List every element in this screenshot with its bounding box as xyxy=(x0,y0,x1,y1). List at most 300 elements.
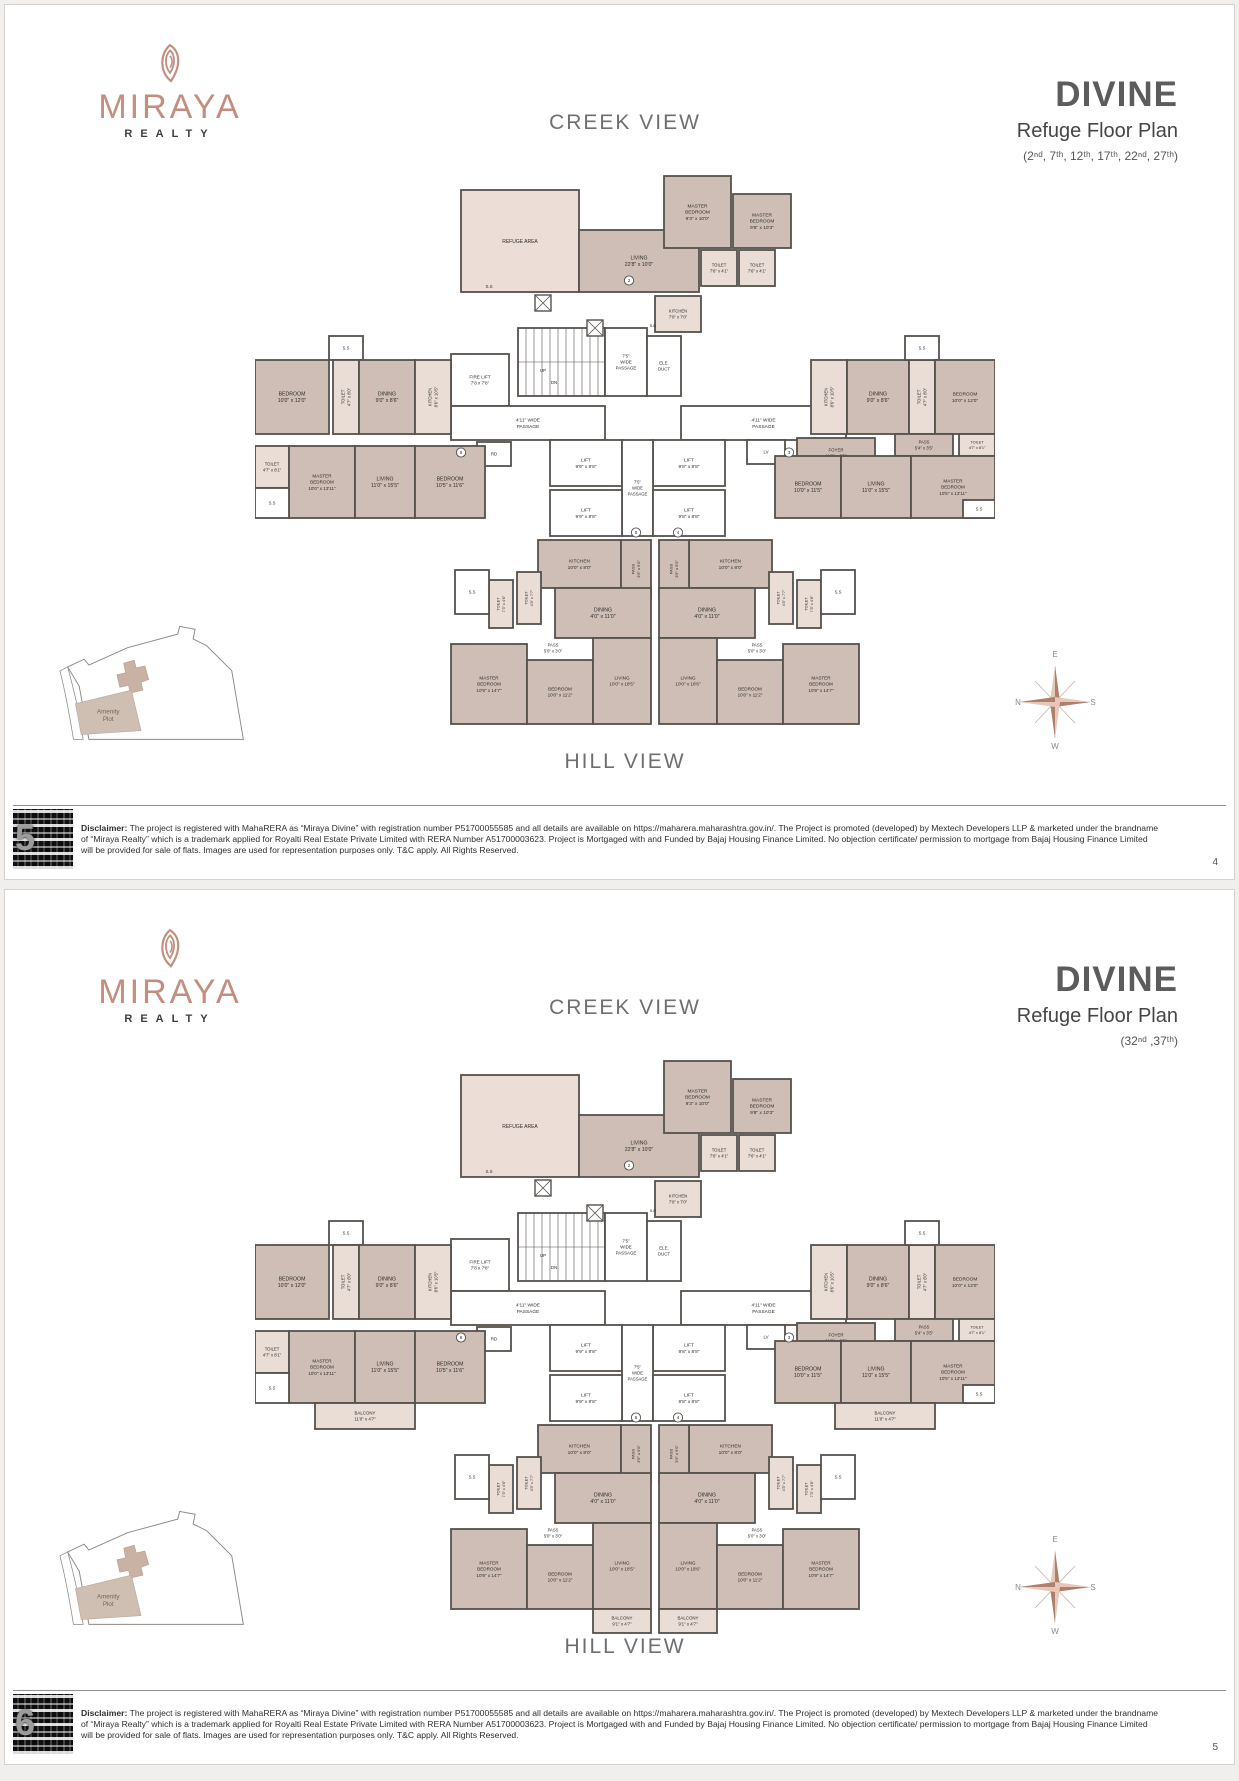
compass-w: W xyxy=(1051,742,1059,751)
svg-text:5: 5 xyxy=(634,530,638,536)
svg-text:BEDROOM10'0" x 11'5": BEDROOM 10'0" x 11'5" xyxy=(793,481,823,495)
svg-text:KITCHEN10'0" x 8'0": KITCHEN 10'0" x 8'0" xyxy=(567,559,592,571)
qr-number: 6 xyxy=(15,1702,36,1743)
svg-text:S.S: S.S xyxy=(485,284,493,289)
svg-text:MASTERBEDROOM10'9" x 14'7": MASTER BEDROOM 10'9" x 14'7" xyxy=(476,1560,502,1578)
svg-text:TOILET7'6" x 4'1": TOILET 7'6" x 4'1" xyxy=(709,262,729,274)
svg-text:2: 2 xyxy=(627,278,631,284)
room-lift-3 xyxy=(550,490,622,536)
svg-text:S.S: S.S xyxy=(834,589,842,595)
svg-text:S.S: S.S xyxy=(268,500,276,506)
room-bedroom-bottom-right xyxy=(717,660,783,724)
svg-text:MASTERBEDROOM9'8" x 10'3": MASTER BEDROOM 9'8" x 10'3" xyxy=(749,1098,775,1117)
svg-text:BEDROOM10'0" x 12'0": BEDROOM 10'0" x 12'0" xyxy=(951,1277,979,1289)
room-kitchen-bottom-left xyxy=(538,1425,621,1473)
room-ss-right-1 xyxy=(905,336,939,360)
svg-text:LIFT9'9" x 8'8": LIFT 9'9" x 8'8" xyxy=(575,1393,597,1405)
svg-text:DN: DN xyxy=(550,1265,558,1270)
compass-s: S xyxy=(1090,698,1096,707)
svg-text:LIVING10'0" x 18'6": LIVING 10'0" x 18'6" xyxy=(675,1560,701,1572)
brand-name: MIRAYA xyxy=(98,973,242,1011)
footer-divider xyxy=(13,1690,1226,1691)
room-pass-right xyxy=(895,434,953,456)
room-kitchen-right xyxy=(811,360,847,434)
plan-label xyxy=(784,448,793,457)
plan-label xyxy=(784,1333,793,1342)
svg-text:KITCHEN7'0" x 7'0": KITCHEN 7'0" x 7'0" xyxy=(668,308,688,320)
svg-text:BEDROOM10'0" x 11'5": BEDROOM 10'0" x 11'5" xyxy=(793,1366,823,1380)
svg-text:MASTERBEDROOM10'9" x 14'7": MASTER BEDROOM 10'9" x 14'7" xyxy=(808,675,834,693)
room-bedroom-left-1 xyxy=(255,1245,329,1319)
compass-s: S xyxy=(1090,1583,1096,1592)
page-title: DIVINE xyxy=(1055,75,1178,114)
room-refuge-area xyxy=(461,190,579,292)
room-toilet-right-1 xyxy=(909,1245,935,1319)
svg-text:TOILET4'7" x 8'0": TOILET4'7" x 8'0" xyxy=(340,387,352,407)
plan-label xyxy=(456,1333,465,1342)
room-bedroom-left-2 xyxy=(415,446,485,518)
compass-e: E xyxy=(1052,650,1058,659)
svg-text:KITCHEN10'0" x 8'0": KITCHEN 10'0" x 8'0" xyxy=(718,559,743,571)
plan-label xyxy=(551,1265,557,1270)
qr-number: 5 xyxy=(15,817,36,858)
svg-text:3: 3 xyxy=(787,1335,791,1341)
svg-text:ELE.DUCT: ELE. DUCT xyxy=(657,1245,671,1257)
compass-rose xyxy=(1013,1532,1097,1636)
svg-text:S.D: S.D xyxy=(649,1208,657,1213)
svg-text:S.S: S.S xyxy=(975,1391,983,1397)
disclaimer-line-3: will be provided for sale of flats. Images are used for representation purposes only. T&C apply. All Rights Reserved. xyxy=(81,845,519,855)
room-bedroom-bottom-left xyxy=(527,1545,593,1609)
svg-text:TOILET4'3" x 7'7": TOILET4'3" x 7'7" xyxy=(776,1474,787,1492)
svg-text:4'11" WIDEPASSAGE: 4'11" WIDE PASSAGE xyxy=(751,1303,776,1315)
svg-text:LIFT9'9" x 8'8": LIFT 9'9" x 8'8" xyxy=(575,458,597,470)
room-dining-right xyxy=(847,360,909,434)
room-master-bedroom-top-1 xyxy=(664,1061,731,1133)
room-bedroom-right-1 xyxy=(935,1245,995,1319)
room-kitchen-center xyxy=(655,296,701,332)
room-toilet-bottom-right-1 xyxy=(769,1457,793,1509)
brand-logo xyxy=(75,43,265,140)
svg-text:3: 3 xyxy=(787,450,791,456)
room-lift-4 xyxy=(653,1375,725,1421)
room-dining-bottom-left xyxy=(555,588,651,638)
compass-e: E xyxy=(1052,1535,1058,1544)
svg-text:TOILET7'3" x 4'6": TOILET7'3" x 4'6" xyxy=(804,595,815,613)
svg-text:UP: UP xyxy=(539,1253,547,1258)
room-passage-core-top xyxy=(605,328,647,396)
room-dining-bottom-left xyxy=(555,1473,651,1523)
creek-view-label: CREEK VIEW xyxy=(549,111,701,134)
room-passage-core-mid xyxy=(622,1325,653,1421)
page-subtitle: Refuge Floor Plan xyxy=(1016,1005,1178,1027)
svg-text:MASTERBEDROOM10'0" x 13'11": MASTER BEDROOM 10'0" x 13'11" xyxy=(308,1358,336,1376)
room-toilet-left-1 xyxy=(333,1245,359,1319)
svg-text:PASS5'0" x 3'0": PASS 5'0" x 3'0" xyxy=(543,642,563,654)
svg-text:FIRE LIFT7'8 x 7'8": FIRE LIFT 7'8 x 7'8" xyxy=(469,1259,491,1271)
room-toilet-bottom-right-2 xyxy=(797,1465,821,1513)
svg-text:LIFT9'9" x 8'8": LIFT 9'9" x 8'8" xyxy=(575,508,597,520)
svg-text:TOILET4'7" x 8'1": TOILET 4'7" x 8'1" xyxy=(262,1346,282,1358)
room-toilet-bottom-left-2 xyxy=(489,1465,513,1513)
room-pass-right xyxy=(895,1319,953,1341)
shaft-xbox xyxy=(587,1205,603,1221)
svg-text:4: 4 xyxy=(676,530,680,536)
svg-text:LV: LV xyxy=(763,1334,769,1340)
room-fire-lift xyxy=(451,1239,509,1291)
room-kitchen-bottom-left xyxy=(538,540,621,588)
svg-text:TOILET7'3" x 4'6": TOILET7'3" x 4'6" xyxy=(496,1480,507,1498)
room-lift-3 xyxy=(550,1375,622,1421)
shaft-xbox xyxy=(535,295,551,311)
room-living-bottom-right xyxy=(659,638,717,724)
svg-text:DINING4'0" x 11'0": DINING 4'0" x 11'0" xyxy=(590,1492,616,1506)
svg-text:PASS3'5" x 9'0": PASS3'5" x 9'0" xyxy=(668,560,680,578)
svg-text:DINING4'0" x 11'0": DINING 4'0" x 11'0" xyxy=(694,607,720,621)
site-map xyxy=(31,557,253,747)
room-ele-duct xyxy=(647,1221,681,1281)
svg-text:REFUGE AREA: REFUGE AREA xyxy=(502,238,538,245)
compass-n: N xyxy=(1015,698,1021,707)
svg-text:DINING4'0" x 11'0": DINING 4'0" x 11'0" xyxy=(694,1492,720,1506)
room-balcony-left xyxy=(315,1403,415,1429)
room-toilet-top-2 xyxy=(739,1135,775,1171)
room-passage-left xyxy=(451,406,605,440)
svg-text:DINING9'0" x 8'6": DINING 9'0" x 8'6" xyxy=(866,1276,890,1290)
svg-text:MASTERBEDROOM9'8" x 10'3": MASTER BEDROOM 9'8" x 10'3" xyxy=(749,213,775,232)
room-lift-1 xyxy=(550,440,622,486)
room-living-bottom-left xyxy=(593,1523,651,1609)
room-bedroom-left-2 xyxy=(415,1331,485,1403)
room-lift-1 xyxy=(550,1325,622,1371)
room-toilet-left-2 xyxy=(255,446,289,488)
amenity-label-2: Plot xyxy=(102,716,114,724)
room-kitchen-bottom-right xyxy=(689,540,772,588)
plan-label xyxy=(673,1413,682,1422)
room-dining-left xyxy=(359,1245,415,1319)
page-subtitle: Refuge Floor Plan xyxy=(1016,120,1178,142)
svg-text:LIVING22'8" x 10'0": LIVING 22'8" x 10'0" xyxy=(624,1140,654,1154)
svg-text:BEDROOM10'0" x 12'0": BEDROOM 10'0" x 12'0" xyxy=(277,1276,307,1290)
plan-label xyxy=(650,323,657,328)
room-toilet-right-1 xyxy=(909,360,935,434)
amenity-label-1: Amenity xyxy=(96,708,120,716)
room-passage-core-top xyxy=(605,1213,647,1281)
svg-text:KITCHEN8'6" x 10'5": KITCHEN8'6" x 10'5" xyxy=(823,386,835,408)
disclaimer-line-1: The project is registered with MahaRERA as “Miraya Divine” with registration number P51700055585 and all details are available on https://maharera.maharashtra.gov.in/. The Project is promoted (developed) by Mextech Developers LLP & marketed under the brandname xyxy=(129,823,1159,833)
room-master-bedroom-bottom-right xyxy=(783,644,859,724)
room-toilet-top-1 xyxy=(701,1135,737,1171)
room-refuge-area xyxy=(461,1075,579,1177)
svg-text:S.S: S.S xyxy=(834,1474,842,1480)
svg-text:TOILET4'3" x 7'7": TOILET4'3" x 7'7" xyxy=(524,589,535,607)
room-kitchen-bottom-right xyxy=(689,1425,772,1473)
svg-text:4'11" WIDEPASSAGE: 4'11" WIDE PASSAGE xyxy=(751,418,776,430)
svg-text:FIRE LIFT7'8 x 7'8": FIRE LIFT 7'8 x 7'8" xyxy=(469,374,491,386)
room-master-bedroom-top-2 xyxy=(733,194,791,248)
svg-text:KITCHEN10'0" x 8'0": KITCHEN 10'0" x 8'0" xyxy=(567,1444,592,1456)
svg-text:PASS5'4" x 3'5": PASS 5'4" x 3'5" xyxy=(914,439,934,451)
room-balcony-bottom-left xyxy=(593,1609,651,1633)
svg-text:PASS5'4" x 3'5": PASS 5'4" x 3'5" xyxy=(914,1324,934,1336)
svg-text:BEDROOM10'0" x 12'0": BEDROOM 10'0" x 12'0" xyxy=(277,391,307,405)
floors-list: (32ⁿᵈ ,37ᵗʰ) xyxy=(1120,1034,1178,1048)
svg-text:KITCHEN7'0" x 7'0": KITCHEN 7'0" x 7'0" xyxy=(668,1193,688,1205)
hill-view-label: HILL VIEW xyxy=(564,1635,686,1658)
room-bedroom-left-1 xyxy=(255,360,329,434)
svg-text:BALCONY11'0" x 4'7": BALCONY 11'0" x 4'7" xyxy=(354,1410,376,1422)
plan-label xyxy=(540,1253,546,1258)
title-block xyxy=(1017,75,1178,163)
room-living-left xyxy=(355,1331,415,1403)
svg-text:S.S: S.S xyxy=(918,345,926,351)
hill-view-label: HILL VIEW xyxy=(564,750,686,773)
room-ss-bottom-right xyxy=(821,570,855,614)
svg-text:LIFT9'9" x 8'8": LIFT 9'9" x 8'8" xyxy=(575,1343,597,1355)
room-ss-bottom-left xyxy=(455,1455,489,1499)
svg-text:BEDROOM10'0" x 11'2": BEDROOM 10'0" x 11'2" xyxy=(547,1571,573,1583)
room-toilet-top-2 xyxy=(739,250,775,286)
plan-label xyxy=(540,368,546,373)
page-1 xyxy=(4,4,1235,880)
svg-text:S.S: S.S xyxy=(342,345,350,351)
room-bedroom-right-1 xyxy=(935,360,995,434)
room-master-bedroom-bottom-left xyxy=(451,644,527,724)
svg-text:BEDROOM10'0" x 11'2": BEDROOM 10'0" x 11'2" xyxy=(737,686,763,698)
room-dining-bottom-right xyxy=(659,588,755,638)
room-ss-bottom-left xyxy=(455,570,489,614)
svg-text:MASTERBEDROOM10'9" x 14'7": MASTER BEDROOM 10'9" x 14'7" xyxy=(808,1560,834,1578)
compass-rose xyxy=(1013,647,1097,751)
leaf-icon xyxy=(152,928,188,970)
svg-text:BEDROOM10'5" x 11'6": BEDROOM 10'5" x 11'6" xyxy=(435,476,465,490)
plan-label xyxy=(456,448,465,457)
room-bedroom-bottom-right xyxy=(717,1545,783,1609)
disclaimer-line-3: will be provided for sale of flats. Images are used for representation purposes only. T&C apply. All Rights Reserved. xyxy=(81,1730,519,1740)
room-dining-bottom-right xyxy=(659,1473,755,1523)
svg-text:BEDROOM10'5" x 11'6": BEDROOM 10'5" x 11'6" xyxy=(435,1361,465,1375)
plan-label xyxy=(485,1169,492,1174)
room-ss-left-1 xyxy=(329,336,363,360)
room-master-bedroom-bottom-right xyxy=(783,1529,859,1609)
brand-sub: REALTY xyxy=(124,128,216,140)
svg-text:BALCONY11'0" x 4'7": BALCONY 11'0" x 4'7" xyxy=(874,1410,896,1422)
compass-w: W xyxy=(1051,1627,1059,1636)
svg-text:TOILET4'7" x 8'1": TOILET 4'7" x 8'1" xyxy=(968,440,986,451)
svg-text:TOILET4'7" x 8'1": TOILET 4'7" x 8'1" xyxy=(262,461,282,473)
svg-text:FOYER11'0" x 3'5": FOYER xyxy=(828,1332,844,1338)
svg-text:MASTERBEDROOM10'5" x 13'11": MASTER BEDROOM 10'5" x 13'11" xyxy=(939,1363,967,1381)
room-master-bedroom-top-1 xyxy=(664,176,731,248)
svg-text:RD: RD xyxy=(490,1336,498,1342)
svg-text:DINING9'0" x 8'6": DINING 9'0" x 8'6" xyxy=(866,391,890,405)
qr-code xyxy=(13,1694,73,1754)
room-living-bottom-right xyxy=(659,1523,717,1609)
svg-text:TOILET7'6" x 4'1": TOILET 7'6" x 4'1" xyxy=(747,1147,767,1159)
svg-text:S.S: S.S xyxy=(342,1230,350,1236)
svg-text:PASS3'5" x 9'0": PASS3'5" x 9'0" xyxy=(630,1445,642,1463)
amenity-label-1: Amenity xyxy=(96,1593,120,1601)
page-2 xyxy=(4,889,1235,1765)
room-toilet-bottom-right-1 xyxy=(769,572,793,624)
svg-text:FOYER11'0" x 3'5": FOYER xyxy=(828,447,844,453)
plan-label xyxy=(485,284,492,289)
svg-text:PASS5'0" x 3'0": PASS 5'0" x 3'0" xyxy=(747,1527,767,1539)
room-living-bottom-left xyxy=(593,638,651,724)
svg-text:6: 6 xyxy=(459,450,463,456)
svg-text:DINING9'0" x 8'6": DINING 9'0" x 8'6" xyxy=(375,1276,399,1290)
svg-text:TOILET4'3" x 7'7": TOILET4'3" x 7'7" xyxy=(776,589,787,607)
svg-text:TOILET7'3" x 4'6": TOILET7'3" x 4'6" xyxy=(804,1480,815,1498)
room-bedroom-right-2 xyxy=(775,1341,841,1403)
room-ele-duct xyxy=(647,336,681,396)
svg-text:TOILET7'6" x 4'1": TOILET 7'6" x 4'1" xyxy=(709,1147,729,1159)
svg-text:7'5"WIDEPASSAGE: 7'5" WIDE PASSAGE xyxy=(627,1364,648,1382)
svg-text:MASTERBEDROOM10'0" x 13'11": MASTER BEDROOM 10'0" x 13'11" xyxy=(308,473,336,491)
brand-logo xyxy=(75,928,265,1025)
room-balcony-right xyxy=(835,1403,935,1429)
disclaimer-line-1: The project is registered with MahaRERA as “Miraya Divine” with registration number P51700055585 and all details are available on https://maharera.maharashtra.gov.in/. The Project is promoted (developed) by Mextech Developers LLP & marketed under the brandname xyxy=(129,1708,1159,1718)
room-kitchen-left xyxy=(415,1245,451,1319)
svg-text:2: 2 xyxy=(627,1163,631,1169)
svg-text:REFUGE AREA: REFUGE AREA xyxy=(502,1123,538,1130)
room-balcony-bottom-right xyxy=(659,1609,717,1633)
page-title: DIVINE xyxy=(1055,960,1178,999)
svg-text:LIVING22'8" x 10'0": LIVING 22'8" x 10'0" xyxy=(624,255,654,269)
svg-text:LIVING10'0" x 18'6": LIVING 10'0" x 18'6" xyxy=(675,675,701,687)
room-toilet-right-2 xyxy=(959,434,995,456)
room-passage-left xyxy=(451,1291,605,1325)
room-pass-bottom-right-2 xyxy=(748,1528,767,1539)
svg-text:5: 5 xyxy=(634,1415,638,1421)
svg-text:BEDROOM10'0" x 12'0": BEDROOM 10'0" x 12'0" xyxy=(951,392,979,404)
title-block xyxy=(1017,960,1178,1048)
svg-text:S.S: S.S xyxy=(268,1385,276,1391)
room-bedroom-bottom-left xyxy=(527,660,593,724)
svg-text:LIVING11'0" x 15'5": LIVING 11'0" x 15'5" xyxy=(861,481,891,495)
svg-text:LIFT9'8" x 8'8": LIFT 9'8" x 8'8" xyxy=(678,508,700,520)
svg-text:4: 4 xyxy=(676,1415,680,1421)
room-passage-core-mid xyxy=(622,440,653,536)
room-dining-right xyxy=(847,1245,909,1319)
floors-list: (2ⁿᵈ, 7ᵗʰ, 12ᵗʰ, 17ᵗʰ, 22ⁿᵈ, 27ᵗʰ) xyxy=(1023,149,1178,163)
compass-n: N xyxy=(1015,1583,1021,1592)
svg-text:PASS5'0" x 3'0": PASS 5'0" x 3'0" xyxy=(747,642,767,654)
svg-text:KITCHEN10'0" x 8'0": KITCHEN 10'0" x 8'0" xyxy=(718,1444,743,1456)
svg-text:TOILET4'7" x 8'0": TOILET4'7" x 8'0" xyxy=(340,1272,352,1292)
svg-text:TOILET7'3" x 4'6": TOILET7'3" x 4'6" xyxy=(496,595,507,613)
svg-text:7'5"WIDEPASSAGE: 7'5" WIDE PASSAGE xyxy=(627,479,648,497)
page-number: 5 xyxy=(1212,1742,1218,1753)
svg-text:MASTERBEDROOM9'3" x 10'0": MASTER BEDROOM 9'3" x 10'0" xyxy=(685,204,710,223)
svg-text:LIVING11'0" x 15'5": LIVING 11'0" x 15'5" xyxy=(370,476,400,490)
svg-text:PASS3'5" x 9'0": PASS3'5" x 9'0" xyxy=(668,1445,680,1463)
svg-text:S.S: S.S xyxy=(975,506,983,512)
shaft-xbox xyxy=(535,1180,551,1196)
room-lift-2 xyxy=(653,440,725,486)
room-master-bedroom-left xyxy=(289,1331,355,1403)
floor-plan xyxy=(255,1055,995,1640)
room-toilet-bottom-left-1 xyxy=(517,1457,541,1509)
plan-label xyxy=(624,276,633,285)
svg-text:BALCONY9'1" x 4'7": BALCONY 9'1" x 4'7" xyxy=(677,1615,699,1627)
room-toilet-top-1 xyxy=(701,250,737,286)
room-lift-4 xyxy=(653,490,725,536)
room-ss-right-2 xyxy=(963,500,995,518)
svg-text:MASTERBEDROOM9'3" x 10'0": MASTER BEDROOM 9'3" x 10'0" xyxy=(685,1089,710,1108)
svg-text:TOILET4'3" x 7'7": TOILET4'3" x 7'7" xyxy=(524,1474,535,1492)
svg-text:DINING9'0" x 8'6": DINING 9'0" x 8'6" xyxy=(375,391,399,405)
room-ss-right-2 xyxy=(963,1385,995,1403)
room-toilet-left-2 xyxy=(255,1331,289,1373)
svg-text:LIVING11'0" x 15'5": LIVING 11'0" x 15'5" xyxy=(370,1361,400,1375)
room-pass-bottom-left-2 xyxy=(544,643,563,654)
room-fire-lift xyxy=(451,354,509,406)
disclaimer-text xyxy=(81,823,1208,856)
disclaimer-label: Disclaimer: xyxy=(81,823,128,833)
svg-text:PASS5'0" x 3'0": PASS 5'0" x 3'0" xyxy=(543,1527,563,1539)
room-stairs xyxy=(518,1213,605,1281)
room-toilet-bottom-left-1 xyxy=(517,572,541,624)
disclaimer-label: Disclaimer: xyxy=(81,1708,128,1718)
room-toilet-bottom-left-2 xyxy=(489,580,513,628)
svg-text:TOILET4'7" x 8'1": TOILET 4'7" x 8'1" xyxy=(968,1325,986,1336)
svg-text:TOILET7'6" x 4'1": TOILET 7'6" x 4'1" xyxy=(747,262,767,274)
floor-plan xyxy=(255,170,995,755)
brand-sub: REALTY xyxy=(124,1013,216,1025)
svg-text:7'5"WIDEPASSAGE: 7'5" WIDE PASSAGE xyxy=(615,353,637,371)
svg-text:ELE.DUCT: ELE. DUCT xyxy=(657,360,671,372)
svg-text:LIFT9'8" x 8'8": LIFT 9'8" x 8'8" xyxy=(678,458,700,470)
svg-text:KITCHEN8'6" x 10'5": KITCHEN8'6" x 10'5" xyxy=(427,386,439,408)
svg-text:S.S: S.S xyxy=(918,1230,926,1236)
page-number: 4 xyxy=(1212,857,1218,868)
svg-text:LIVING10'0" x 18'5": LIVING 10'0" x 18'5" xyxy=(609,675,635,687)
room-ss-left-2 xyxy=(255,1373,289,1403)
room-ss-left-2 xyxy=(255,488,289,518)
svg-text:LIVING10'0" x 18'5": LIVING 10'0" x 18'5" xyxy=(609,1560,635,1572)
svg-text:LIFT9'8" x 8'8": LIFT 9'8" x 8'8" xyxy=(678,1343,700,1355)
svg-text:S.D: S.D xyxy=(649,323,657,328)
room-toilet-bottom-right-2 xyxy=(797,580,821,628)
svg-text:MASTERBEDROOM10'9" x 14'7": MASTER BEDROOM 10'9" x 14'7" xyxy=(476,675,502,693)
svg-text:BEDROOM10'0" x 11'2": BEDROOM 10'0" x 11'2" xyxy=(547,686,573,698)
room-bedroom-right-2 xyxy=(775,456,841,518)
room-living-right xyxy=(841,456,911,518)
svg-text:RD: RD xyxy=(490,451,498,457)
svg-text:DN: DN xyxy=(550,380,558,385)
room-lift-2 xyxy=(653,1325,725,1371)
plan-label xyxy=(673,528,682,537)
room-pass-bottom-right-2 xyxy=(748,643,767,654)
plan-label xyxy=(631,1413,640,1422)
brand-name: MIRAYA xyxy=(98,88,242,126)
footer-divider xyxy=(13,805,1226,806)
svg-text:S.S: S.S xyxy=(468,589,476,595)
room-master-bedroom-bottom-left xyxy=(451,1529,527,1609)
plan-label xyxy=(624,1161,633,1170)
room-kitchen-left xyxy=(415,360,451,434)
qr-code xyxy=(13,809,73,869)
svg-text:S.S: S.S xyxy=(485,1169,493,1174)
room-kitchen-center xyxy=(655,1181,701,1217)
svg-text:TOILET4'7" x 8'0": TOILET4'7" x 8'0" xyxy=(916,1272,928,1292)
room-ss-left-1 xyxy=(329,1221,363,1245)
plan-label xyxy=(551,380,557,385)
plan-label xyxy=(631,528,640,537)
room-dining-left xyxy=(359,360,415,434)
room-toilet-left-1 xyxy=(333,360,359,434)
